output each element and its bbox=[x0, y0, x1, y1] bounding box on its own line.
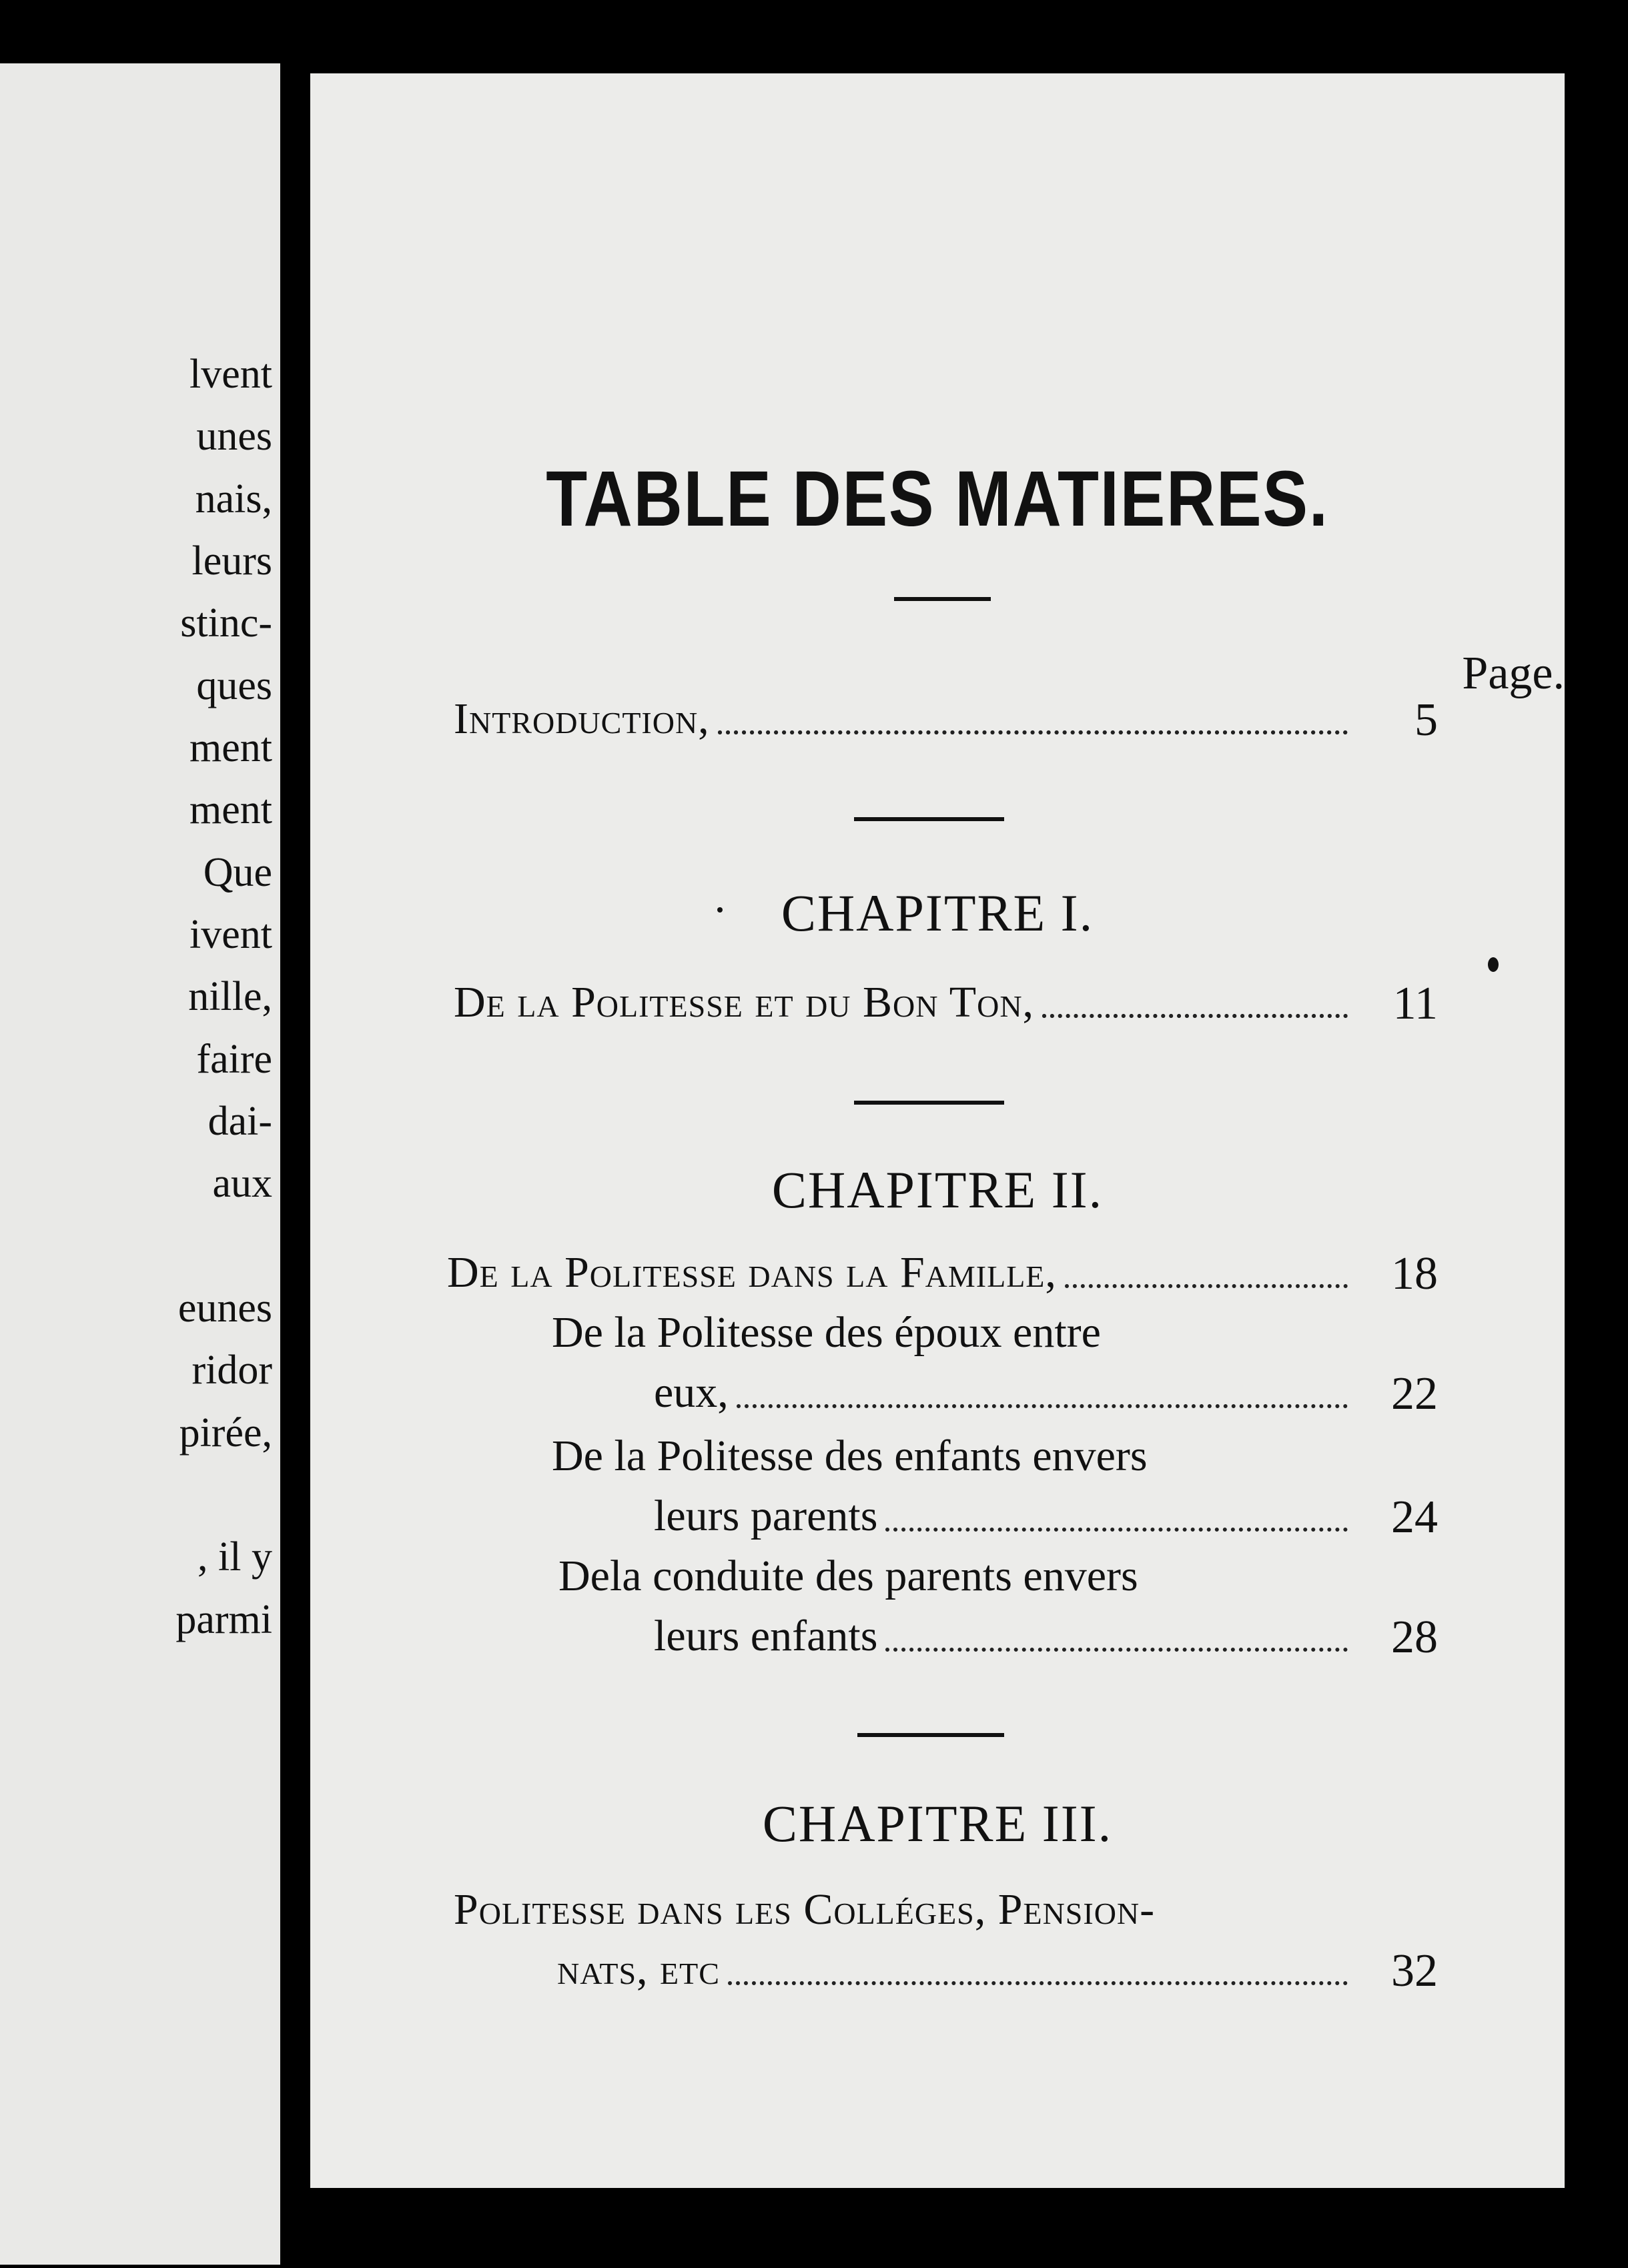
toc-page-number: 18 bbox=[1391, 1248, 1438, 1299]
left-page-line: pirée, bbox=[179, 1410, 272, 1456]
left-page-line: eunes bbox=[177, 1285, 272, 1331]
toc-entry-title: De la Politesse et du Bon Ton, bbox=[454, 978, 1035, 1027]
left-page-line: ment bbox=[189, 725, 272, 770]
toc-entry-title: Introduction, bbox=[454, 694, 710, 743]
toc-entry-title: De la Politesse des époux entre bbox=[552, 1308, 1101, 1357]
left-page-line: , il y bbox=[197, 1534, 272, 1580]
section-rule bbox=[857, 1733, 1004, 1737]
left-page-line: lvent bbox=[189, 352, 272, 397]
dot-leader bbox=[728, 1981, 1348, 1985]
toc-entry-title: Politesse dans les Colléges, Pension- bbox=[454, 1885, 1156, 1934]
toc-page-number: 24 bbox=[1391, 1492, 1438, 1543]
left-page-line: leurs bbox=[191, 538, 272, 584]
left-page-line: ment bbox=[189, 787, 272, 832]
toc-entry-title-cont: nats, etc bbox=[557, 1945, 720, 1994]
left-page-line: parmi bbox=[175, 1597, 272, 1642]
left-page-line: stinc- bbox=[180, 600, 272, 646]
left-page-line: dai- bbox=[208, 1099, 272, 1144]
toc-page-number: 5 bbox=[1414, 694, 1438, 746]
left-page-line: Que bbox=[203, 850, 272, 895]
left-page-line: unes bbox=[196, 414, 272, 459]
toc-page-number: 28 bbox=[1391, 1612, 1438, 1663]
left-facing-page bbox=[0, 63, 280, 2265]
chapter-heading: CHAPITRE II. bbox=[771, 1161, 1104, 1219]
left-page-line: ivent bbox=[189, 912, 272, 957]
toc-page-number: 22 bbox=[1391, 1368, 1438, 1420]
section-rule bbox=[854, 1101, 1004, 1105]
left-page-line: faire bbox=[196, 1037, 272, 1082]
toc-page bbox=[310, 73, 1565, 2188]
dot-leader bbox=[737, 1404, 1348, 1408]
toc-entry-title-cont: eux, bbox=[654, 1368, 729, 1417]
toc-entry-title: De la Politesse dans la Famille, bbox=[447, 1248, 1057, 1297]
left-page-line: ques bbox=[196, 663, 272, 708]
toc-entry-title: De la Politesse des enfants envers bbox=[552, 1432, 1148, 1480]
toc-entry-title: Dela conduite des parents envers bbox=[558, 1552, 1138, 1600]
section-rule bbox=[854, 817, 1004, 821]
dot-leader bbox=[885, 1648, 1348, 1652]
toc-entry-title-cont: leurs parents bbox=[654, 1492, 878, 1540]
toc-page-number: 11 bbox=[1392, 978, 1438, 1029]
ink-speck bbox=[717, 907, 723, 913]
left-page-line: nais, bbox=[195, 476, 272, 522]
toc-title: TABLE DES MATIERES. bbox=[546, 455, 1329, 543]
dot-leader bbox=[1042, 1014, 1348, 1018]
chapter-heading: CHAPITRE III. bbox=[762, 1794, 1113, 1852]
page-column-label: Page. bbox=[1462, 648, 1565, 699]
title-rule bbox=[894, 597, 991, 601]
dot-leader bbox=[885, 1528, 1348, 1532]
left-page-line: aux bbox=[212, 1161, 272, 1206]
ink-speck bbox=[1488, 957, 1499, 972]
chapter-heading: CHAPITRE I. bbox=[781, 884, 1094, 942]
left-page-line: ridor bbox=[191, 1347, 272, 1393]
toc-entry-title-cont: leurs enfants bbox=[654, 1612, 878, 1660]
dot-leader bbox=[1065, 1284, 1348, 1288]
toc-page-number: 32 bbox=[1391, 1945, 1438, 1997]
left-page-line: nille, bbox=[188, 974, 272, 1019]
